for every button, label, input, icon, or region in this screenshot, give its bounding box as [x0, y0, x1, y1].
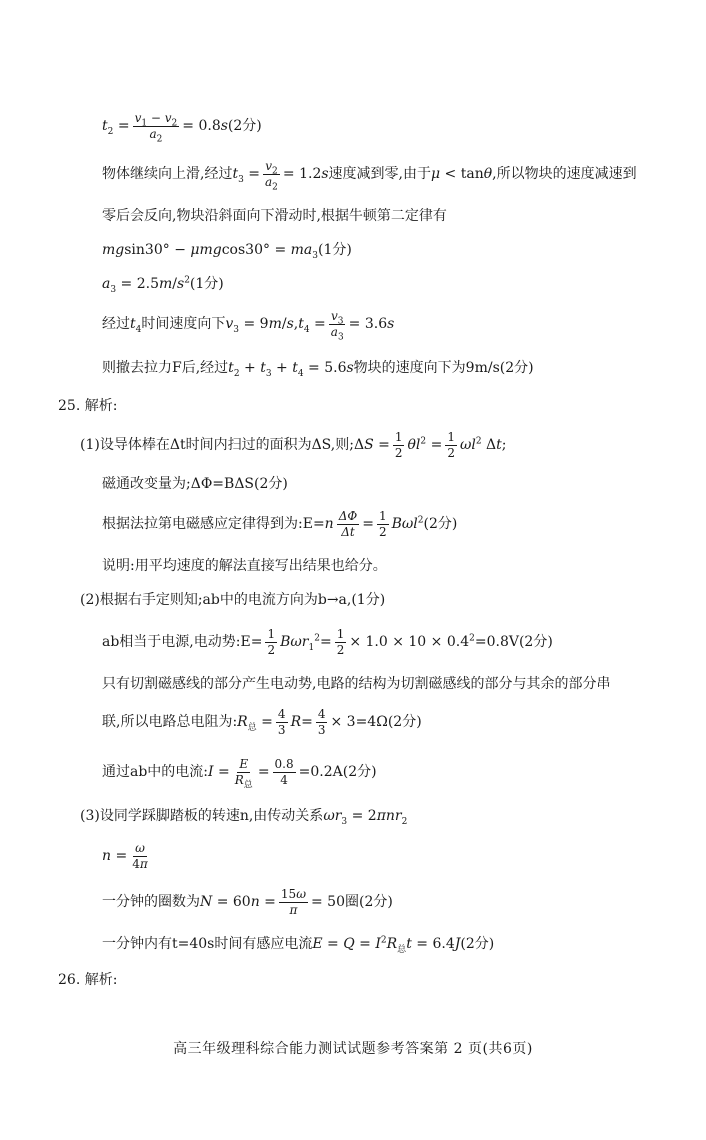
- formula-newton: [102, 240, 352, 260]
- text-segment: ab相当于电源,电动势:: [102, 634, 241, 650]
- text-segment: 通过ab中的电流:: [102, 764, 209, 780]
- text-line-reverse: [102, 206, 447, 226]
- math-v3: $v_3 = 9m/s,t_4$ =: [225, 316, 326, 335]
- math-energy: $E = Q = I^2R_总t = 6.4J$: [312, 935, 461, 955]
- text-segment: 磁通改变量为;ΔΦ=BΔS(2分): [102, 476, 288, 492]
- page-footer: 高三年级理科综合能力测试试题参考答案第 2 页(共6页): [173, 1041, 533, 1057]
- math-n-60n: N = 60n =: [200, 894, 276, 910]
- fraction-0-8-over-4: $\frac{0.8}{4}$: [274, 756, 294, 787]
- formula-n: [102, 838, 153, 874]
- text-segment: 零后会反向,物块沿斜面向下滑动时,根据牛顿第二定律有: [102, 208, 447, 224]
- math-value: = 1.2s: [282, 166, 329, 182]
- text-segment: (2)根据右手定则知;ab中的电流方向为b→a,(1分): [80, 592, 386, 608]
- formula-area: [80, 428, 507, 462]
- math-delta-s: ΔS =: [353, 437, 390, 453]
- fraction-half: $\frac{1}{2}$: [267, 626, 276, 657]
- text-segment: 根据法拉第电磁感应定律得到为:: [102, 516, 303, 532]
- formula-t2: [102, 110, 262, 142]
- formula-current: [102, 754, 377, 790]
- fraction-half: $\frac{1}{2}$: [447, 429, 455, 460]
- fraction-15omega-over-pi: $\frac{15\omega}{\pi}$: [280, 886, 306, 917]
- fraction-e-over-r: $\frac{E}{R_总}$: [234, 756, 253, 790]
- math-r-total: $R_总$ =: [237, 714, 273, 733]
- text-note: [102, 556, 387, 576]
- math-sum: $t_2 + t_3 + t_4 = 5.6s$: [228, 360, 354, 379]
- text-flux-change: [102, 474, 288, 494]
- math-b-omega-r: Bωr$_1^2$=: [280, 633, 332, 653]
- text-segment: =4Ω(2分): [355, 714, 422, 730]
- math-omega-r3: $\omega r_3 = 2\pi nr_2$: [323, 808, 408, 827]
- math-value: = 0.8s: [182, 118, 228, 134]
- text-segment: 只有切割磁感线的部分产生电动势,电路的结构为切割磁感线的部分与其余的部分串: [102, 676, 611, 692]
- fraction-half: $\frac{1}{2}$: [378, 508, 387, 539]
- math-r: R=: [290, 714, 313, 730]
- score-label: (2分): [423, 516, 458, 532]
- fraction-v3-over-a3: $\frac{v_3}{a_3}$: [330, 308, 344, 342]
- math-a3: $a_3 = 2.5m/s^2$: [102, 275, 190, 295]
- math-b-omega-l2: Bωl$^2$: [391, 515, 424, 532]
- text-segment: (3)设同学踩脚踏板的转速n,由传动关系: [80, 808, 324, 824]
- math-e: E=: [240, 634, 263, 650]
- question-26-label: [58, 970, 117, 990]
- text-segment: 25. 解析:: [58, 398, 118, 414]
- text-segment: 则撤去拉力F后,经过: [102, 360, 229, 376]
- text-segment: 物体继续向上滑,经过: [102, 166, 233, 182]
- fraction-v2-over-a2: $\frac{v_2}{a_2}$: [265, 158, 278, 192]
- formula-emf: [102, 624, 553, 660]
- formula-a3: [102, 274, 224, 294]
- math-omega-l2-dt: $\omega l^2$ Δt;: [459, 436, 507, 453]
- text-segment: 物块的速度向下为9m/s(2分): [353, 360, 534, 376]
- text-segment: ,所以物块的速度减速到: [492, 166, 637, 182]
- text-segment: 时间速度向下: [141, 316, 226, 332]
- text-segment: 一分钟的圈数为: [102, 894, 200, 910]
- math-theta-l2: $\theta l^2$ =: [407, 436, 443, 453]
- text-segment: =0.2A(2分): [298, 764, 377, 780]
- text-segment: = 50圈(2分): [311, 894, 393, 910]
- math-times-3: × 3: [330, 714, 356, 730]
- text-segment: 一分钟内有t=40s时间有感应电流: [102, 936, 313, 952]
- text-segment: 速度减到零,由于: [328, 166, 431, 182]
- formula-revolutions: [102, 884, 393, 920]
- formula-energy: [102, 934, 494, 954]
- score-label: (1分): [189, 276, 224, 292]
- formula-t4: [102, 308, 394, 340]
- fraction-dphi-dt: $\frac{\Delta\Phi}{\Delta t}$: [338, 508, 358, 539]
- text-segment: =0.8V(2分): [474, 634, 553, 650]
- text-line-conclusion: [102, 358, 534, 378]
- formula-transmission: [80, 806, 407, 826]
- math-t2: $t_2$ =: [102, 118, 130, 137]
- math-condition: μ < tanθ: [431, 166, 493, 182]
- fraction-omega-over-4pi: $\frac{\omega}{4\pi}$: [132, 840, 148, 871]
- score-label: (1分): [317, 242, 352, 258]
- score-label: (2分): [227, 118, 262, 134]
- text-segment: 经过: [102, 316, 130, 332]
- text-segment: 26. 解析:: [58, 972, 118, 988]
- fraction-half: $\frac{1}{2}$: [336, 626, 345, 657]
- text-segment: (1)设导体棒在Δt时间内扫过的面积为ΔS,则;: [80, 437, 354, 453]
- question-25-label: [58, 396, 117, 416]
- math-product: × $1.0 \times 10 \times 0.4^2$: [349, 633, 475, 650]
- math-e-eq: E=n: [302, 516, 334, 532]
- math-n: n =: [102, 848, 128, 864]
- score-label: (2分): [460, 936, 495, 952]
- math-eq: =: [257, 764, 270, 780]
- text-circuit-structure: [102, 674, 610, 694]
- fraction-four-thirds: $\frac{4}{3}$: [317, 706, 326, 737]
- math-newton: $mgsin30^\circ - \mu mgcos30^\circ = ma_3$: [102, 242, 318, 261]
- math-value: = 3.6s: [348, 316, 395, 332]
- text-segment: 说明:用平均速度的解法直接写出结果也给分。: [102, 558, 387, 574]
- text-segment: 联,所以电路总电阻为:: [102, 714, 238, 730]
- text-right-hand-rule: [80, 590, 385, 610]
- math-t4: $t_4$: [130, 316, 142, 335]
- fraction-four-thirds: $\frac{4}{3}$: [277, 706, 286, 737]
- text-line-decelerate: [102, 158, 637, 190]
- math-eq: =: [362, 516, 374, 532]
- formula-total-resistance: [102, 704, 422, 740]
- math-t3: $t_3$ =: [232, 166, 261, 185]
- fraction-v1-v2-over-a2: $\frac{v_1 - v_2}{a_2}$: [134, 110, 178, 144]
- fraction-half: $\frac{1}{2}$: [394, 429, 403, 460]
- math-i: I =: [208, 764, 230, 780]
- formula-faraday: [102, 506, 457, 542]
